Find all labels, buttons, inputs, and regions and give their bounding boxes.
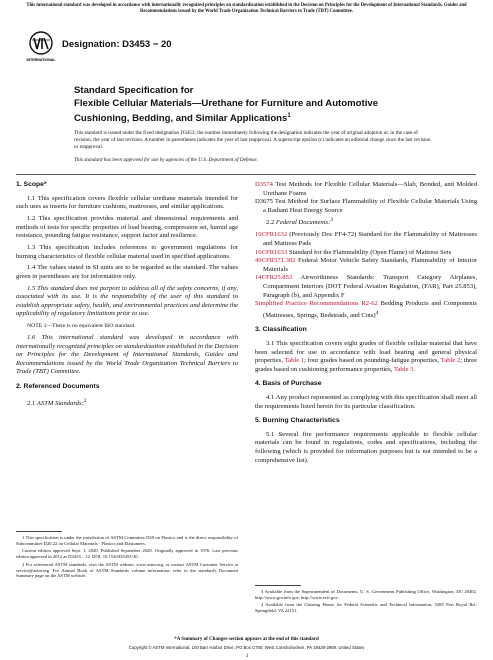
- astm-logo: [28, 31, 54, 63]
- para-1-5: 1.5 This standard does not purport to address all of the safety concerns, if any, associated with its use. It is the responsibility of the user of this standard to establish appropriate safety, health, and environmental practices and determine the applicability of regulatory limitations prior to use.: [16, 284, 238, 318]
- title-line-1: Standard Specification for: [74, 85, 194, 96]
- ref-49cfr571: 49CFR571.302 Federal Motor Vehicle Safety Standards, Flammability of Interior Materials: [255, 257, 477, 273]
- issuance-note: This standard is issued under the fixed designation D3453; the number immediately following the designation indicates the year of original adoption or, in the case of revision, the year of last revision. A number in parentheses indicates the year of last reapproval. A superscript epsilon (ε) indicates an editorial change since the last revision or reapproval.: [74, 130, 431, 150]
- right-column: [255, 181, 477, 468]
- reference-list-federal: [255, 231, 477, 320]
- table-3-link[interactable]: Table 3: [393, 365, 414, 373]
- footnote-3: 3 Available from the Superintendent of Documents, U. S. Government Publishing Office, Washington, DC 20402, http://www.govinfo.gov, http://www.ecfr.gov.: [255, 589, 477, 600]
- para-1-6: 1.6 This international standard was developed in accordance with internationally recognized principles on standardization established in the Decision on Principles for the Development of International Standards, Guides and Recommendations issued by the World Trade Organization Technical Barriers to Trade (TBT) Committee.: [16, 334, 238, 376]
- footnote-2: 2 For referenced ASTM standards, visit the ASTM website, www.astm.org, or contact ASTM Customer Service at service@astm.org. For Annual Book of ASTM Standards volume information, refer to the standard's Document Summary page on the ASTM website.: [16, 561, 238, 579]
- para-1-1: 1.1 This specification covers flexible cellular urethane materials intended for such uses as inserts for furniture cushions, mattresses, and similar applications.: [16, 194, 238, 211]
- right-footnotes: [255, 585, 477, 616]
- section-heading-basis-of-purchase: 4. Basis of Purchase: [255, 380, 322, 388]
- designation: Designation: D3453 − 20: [62, 39, 172, 50]
- para-2-1: 2.1 ASTM Standards:$^2$: [27, 397, 87, 407]
- ref-d3574: D3574 Test Methods for Flexible Cellular Materials—Slab, Bonded, and Molded Urethane Foams: [255, 181, 477, 197]
- para-1-4: 1.4 The values stated in SI units are to be regarded as the standard. The values given in parentheses are for information only.: [16, 264, 238, 280]
- section-heading-burning-characteristics: 5. Burning Characteristics: [255, 417, 340, 425]
- para-1-2: 1.2 This specification provides material and dimensional requirements and methods of tests for specific properties of load bearing, compression set, humid age resistance, pounding fatigue resistance, support factor and resilience.: [16, 214, 238, 240]
- ref-spr-r2-62-link[interactable]: Simplified Practice Recommendations R2-62: [255, 300, 378, 308]
- header-divider: [16, 174, 476, 175]
- footnote-divider: [255, 585, 301, 586]
- footnote-1-edition: Current edition approved Sept. 1, 2020. Published September 2020. Originally approved in 1976. Last previous edition approved in 2012 as D3453 – 12. DOI: 10.1520/D3453-20.: [16, 548, 238, 560]
- ref-spr-r2-62: Simplified Practice Recommendations R2-62 Bedding Products and Components (Mattresses, Springs, Bedsteads, and Cots)$^4$: [255, 300, 477, 319]
- title-line-2: Flexible Cellular Materials—Urethane for Furniture and Automotive Cushioning, Bedding, and Similar Applications$^1$: [74, 98, 379, 125]
- table-2-link[interactable]: Table 2: [440, 357, 461, 365]
- intro-block: [74, 130, 434, 164]
- para-2-2: 2.2 Federal Documents:$^3$: [266, 217, 334, 227]
- svg-text:INTERNATIONAL: INTERNATIONAL: [26, 58, 56, 62]
- left-column: [16, 181, 238, 412]
- table-1-link[interactable]: Table 1: [284, 357, 305, 365]
- ref-16cfr1633-link[interactable]: 16CFR1633: [255, 248, 288, 256]
- section-heading-referenced-documents: 2. Referenced Documents: [16, 383, 100, 390]
- tbt-notice: This international standard was developed in accordance with internationally recognized principles on standardization established in the Decision on Principles for the Development of International Standards, Guides and Recommendations issued by the World Trade Organization Technical Barriers to Trade (TBT) Committee.: [26, 3, 467, 14]
- para-5-1: 5.1 Several fire performance requirements applicable to flexible cellular materials can be found in regulations, codes and specifications, including the following (which is provided for information purposes but is not intended to be a comprehensive list).: [255, 430, 477, 464]
- ref-16cfr1632-link[interactable]: 16CFR1632: [255, 231, 288, 239]
- ref-16cfr1632: 16CFR1632 (Previously Doc FF4-72) Standard for the Flammability of Mattresses and Mattress Pads: [255, 231, 477, 247]
- summary-of-changes-note: *A Summary of Changes section appears at the end of this standard: [174, 637, 319, 642]
- left-footnotes: [16, 531, 238, 581]
- standard-title: [74, 84, 434, 125]
- footnote-4: 4 Available from the Clearing House for Federal Scientific and Technical Information, 5285 Port Royal Rd., Springfield, VA 22151.: [255, 602, 477, 614]
- ref-14cfr25: 14CFR25.853 Airworthiness Standards: Transport Category Airplanes, Compartment Interiors (DOT Federal Aviation Regulation, (FAR), Part 25.853), Paragraph (b), and Appendix F: [255, 274, 477, 299]
- copyright-line: Copyright © ASTM International, 100 Barr Harbor Drive, PO Box C700, West Conshohocken, PA 19428-2959. United States: [128, 645, 365, 650]
- ref-d3675: D3675 Test Method for Surface Flammability of Flexible Cellular Materials Using a Radiant Heat Energy Source: [255, 198, 477, 214]
- section-heading-classification: 3. Classification: [255, 326, 307, 334]
- para-4-1: 4.1 Any product represented as complying with this specification shall meet all the requirements listed herein for its particular classification.: [255, 394, 477, 410]
- section-heading-scope: 1. Scope*: [16, 181, 47, 188]
- ref-14cfr25-link[interactable]: 14CFR25.853: [255, 274, 293, 282]
- para-3-1: 3.1 This specification covers eight grades of flexible cellular material that have been selected for use in accordance with load bearing and general physical properties, Table 1; four grades based on pounding-fatigue properties, Table 2; three grades based on cushioning performance properties, Table 3.: [255, 340, 477, 373]
- ref-49cfr571-link[interactable]: 49CFR571.302: [255, 257, 296, 265]
- footnote-divider: [16, 531, 62, 532]
- dod-approval-note: This standard has been approved for use by agencies of the U.S. Department of Defense.: [74, 157, 258, 163]
- page-number: 1: [245, 653, 249, 659]
- ref-d3574-link[interactable]: D3574: [255, 181, 273, 188]
- note-1: NOTE 1—There is no equivalent ISO standard.: [27, 323, 136, 330]
- ref-16cfr1633: 16CFR1633 Standard for the Flammability (Open Flame) of Mattress Sets: [255, 248, 452, 256]
- footnote-1: 1 This specification is under the jurisdiction of ASTM Committee D20 on Plastics and is the direct responsibility of Subcommittee D20.22 on Cellular Materials - Plastics and Elastomers.: [16, 535, 238, 546]
- para-1-3: 1.3 This specification includes references to government regulations for burning characteristics of flexible cellular material used in specified applications.: [16, 243, 238, 260]
- reference-list-astm: [255, 181, 477, 215]
